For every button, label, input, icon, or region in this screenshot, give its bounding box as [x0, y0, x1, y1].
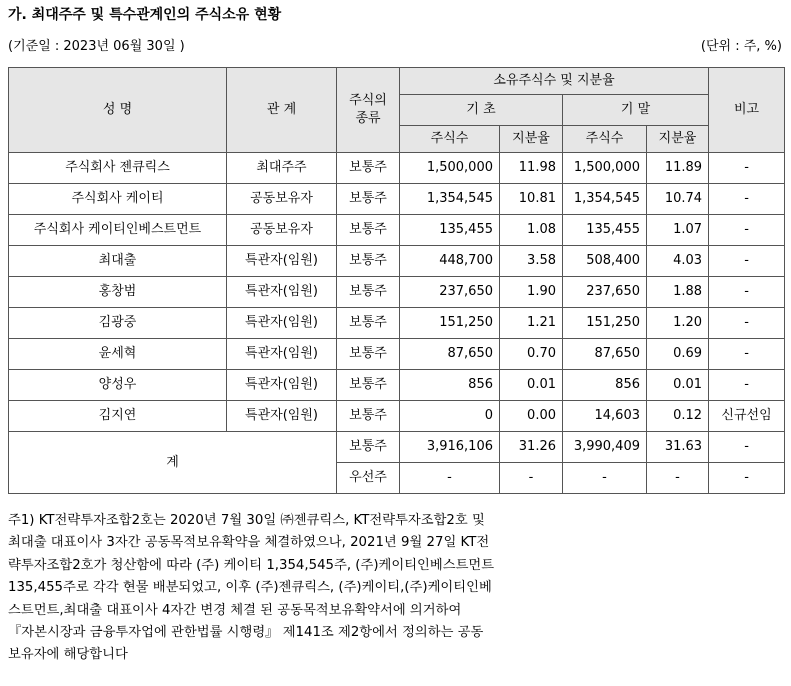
cell-stock-kind: 보통주 — [337, 184, 400, 215]
cell-shares-begin: 237,650 — [400, 277, 500, 308]
cell-ratio-end: 4.03 — [647, 246, 709, 277]
cell-shares-begin: 1,354,545 — [400, 184, 500, 215]
cell-name: 양성우 — [9, 370, 227, 401]
footnote-line: 135,455주로 각각 현물 배분되었고, 이후 (주)젠큐릭스, (주)케이티,(주)케이티인베 — [8, 580, 492, 596]
header-ratio-begin: 지분율 — [500, 126, 563, 153]
cell-name: 주식회사 케이티 — [9, 184, 227, 215]
footnote-line: 『자본시장과 금융투자업에 관한법률 시행령』 제141조 제2항에서 정의하는 공동 — [8, 625, 484, 641]
cell-ratio-end: 0.01 — [647, 370, 709, 401]
cell-relation: 특관자(임원) — [227, 308, 337, 339]
header-stock-kind: 주식의 종류 — [337, 68, 400, 153]
table-row — [9, 184, 785, 215]
cell-ratio-end: - — [647, 463, 709, 494]
header-ratio-end: 지분율 — [647, 126, 709, 153]
table-row — [9, 308, 785, 339]
cell-relation: 특관자(임원) — [227, 401, 337, 432]
cell-shares-end: 87,650 — [563, 339, 647, 370]
header-begin: 기 초 — [400, 95, 563, 126]
cell-name: 김지연 — [9, 401, 227, 432]
cell-shares-end: - — [563, 463, 647, 494]
table-row — [9, 153, 785, 184]
cell-remark: - — [709, 153, 785, 184]
cell-shares-begin: 87,650 — [400, 339, 500, 370]
table-row — [9, 246, 785, 277]
cell-shares-begin: 0 — [400, 401, 500, 432]
cell-shares-begin: 151,250 — [400, 308, 500, 339]
cell-remark: 신규선임 — [709, 401, 785, 432]
header-end: 기 말 — [563, 95, 709, 126]
cell-name: 주식회사 케이티인베스트먼트 — [9, 215, 227, 246]
cell-ratio-begin: - — [500, 463, 563, 494]
cell-ratio-end: 31.63 — [647, 432, 709, 463]
cell-shares-end: 856 — [563, 370, 647, 401]
cell-shares-end: 14,603 — [563, 401, 647, 432]
cell-ratio-end: 1.07 — [647, 215, 709, 246]
cell-shares-begin: 448,700 — [400, 246, 500, 277]
table-row — [9, 277, 785, 308]
cell-relation: 공동보유자 — [227, 215, 337, 246]
cell-name: 김광중 — [9, 308, 227, 339]
header-relation: 관 계 — [227, 68, 337, 153]
footnote-line: 최대출 대표이사 3자간 공동목적보유확약을 체결하였으나, 2021년 9월 27일 KT전 — [8, 535, 490, 551]
cell-shares-end: 3,990,409 — [563, 432, 647, 463]
cell-stock-kind: 보통주 — [337, 308, 400, 339]
cell-ratio-end: 0.12 — [647, 401, 709, 432]
cell-name: 윤세혁 — [9, 339, 227, 370]
cell-ratio-begin: 1.21 — [500, 308, 563, 339]
header-shares-begin: 주식수 — [400, 126, 500, 153]
cell-relation: 최대주주 — [227, 153, 337, 184]
cell-ratio-end: 1.88 — [647, 277, 709, 308]
cell-shares-end: 151,250 — [563, 308, 647, 339]
cell-ratio-begin: 0.70 — [500, 339, 563, 370]
cell-remark: - — [709, 308, 785, 339]
unit-label: (단위 : 주, %) — [700, 39, 782, 54]
cell-shares-begin: 1,500,000 — [400, 153, 500, 184]
cell-ratio-begin: 0.00 — [500, 401, 563, 432]
cell-shares-end: 1,354,545 — [563, 184, 647, 215]
cell-remark: - — [709, 277, 785, 308]
cell-ratio-begin: 10.81 — [500, 184, 563, 215]
cell-ratio-end: 11.89 — [647, 153, 709, 184]
header-remark: 비고 — [709, 68, 785, 153]
footnote-line: 략투자조합2호가 청산함에 따라 (주) 케이티 1,354,545주, (주)케이티인베스트먼트 — [8, 557, 495, 573]
cell-stock-kind: 보통주 — [337, 246, 400, 277]
cell-name: 최대출 — [9, 246, 227, 277]
cell-stock-kind: 보통주 — [337, 153, 400, 184]
cell-shares-begin: 856 — [400, 370, 500, 401]
cell-shares-end: 135,455 — [563, 215, 647, 246]
cell-shares-end: 1,500,000 — [563, 153, 647, 184]
cell-shares-begin: 135,455 — [400, 215, 500, 246]
base-date: (기준일 : 2023년 06월 30일 ) — [8, 39, 185, 54]
cell-remark: - — [709, 215, 785, 246]
cell-shares-begin: - — [400, 463, 500, 494]
cell-stock-kind: 보통주 — [337, 339, 400, 370]
table-row — [9, 339, 785, 370]
cell-ratio-begin: 3.58 — [500, 246, 563, 277]
cell-ratio-end: 0.69 — [647, 339, 709, 370]
cell-relation: 공동보유자 — [227, 184, 337, 215]
cell-ratio-end: 1.20 — [647, 308, 709, 339]
cell-stock-kind: 보통주 — [337, 401, 400, 432]
footnote-line: 보유자에 해당합니다 — [8, 647, 128, 663]
cell-ratio-begin: 31.26 — [500, 432, 563, 463]
cell-name: 홍창범 — [9, 277, 227, 308]
shareholding-table — [8, 67, 785, 494]
cell-ratio-begin: 0.01 — [500, 370, 563, 401]
footnote-line: 주1) KT전략투자조합2호는 2020년 7월 30일 ㈜젠큐릭스, KT전략투자조합2호 및 — [8, 513, 485, 528]
header-shares-end: 주식수 — [563, 126, 647, 153]
footnote-line: 스트먼트,최대출 대표이사 4자간 변경 체결 된 공동목적보유확약서에 의거하여 — [8, 602, 462, 618]
cell-stock-kind: 보통주 — [337, 432, 400, 463]
total-label: 계 — [9, 432, 337, 494]
header-name: 성 명 — [9, 68, 227, 153]
cell-shares-end: 508,400 — [563, 246, 647, 277]
section-title: 가. 최대주주 및 특수관계인의 주식소유 현황 — [8, 7, 282, 23]
cell-remark: - — [709, 184, 785, 215]
cell-relation: 특관자(임원) — [227, 370, 337, 401]
cell-stock-kind: 보통주 — [337, 370, 400, 401]
cell-remark: - — [709, 463, 785, 494]
cell-stock-kind: 보통주 — [337, 215, 400, 246]
footnote — [8, 510, 608, 667]
cell-relation: 특관자(임원) — [227, 339, 337, 370]
table-row — [9, 215, 785, 246]
cell-ratio-begin: 11.98 — [500, 153, 563, 184]
cell-remark: - — [709, 246, 785, 277]
cell-name: 주식회사 젠큐릭스 — [9, 153, 227, 184]
table-row — [9, 370, 785, 401]
table-body — [9, 153, 785, 494]
cell-ratio-begin: 1.90 — [500, 277, 563, 308]
cell-relation: 특관자(임원) — [227, 277, 337, 308]
cell-relation: 특관자(임원) — [227, 246, 337, 277]
cell-shares-end: 237,650 — [563, 277, 647, 308]
cell-stock-kind: 우선주 — [337, 463, 400, 494]
cell-shares-begin: 3,916,106 — [400, 432, 500, 463]
cell-ratio-begin: 1.08 — [500, 215, 563, 246]
total-row — [9, 432, 785, 463]
header-ownership: 소유주식수 및 지분율 — [400, 68, 709, 95]
table-row — [9, 401, 785, 432]
cell-remark: - — [709, 432, 785, 463]
cell-remark: - — [709, 370, 785, 401]
cell-stock-kind: 보통주 — [337, 277, 400, 308]
cell-ratio-end: 10.74 — [647, 184, 709, 215]
cell-remark: - — [709, 339, 785, 370]
